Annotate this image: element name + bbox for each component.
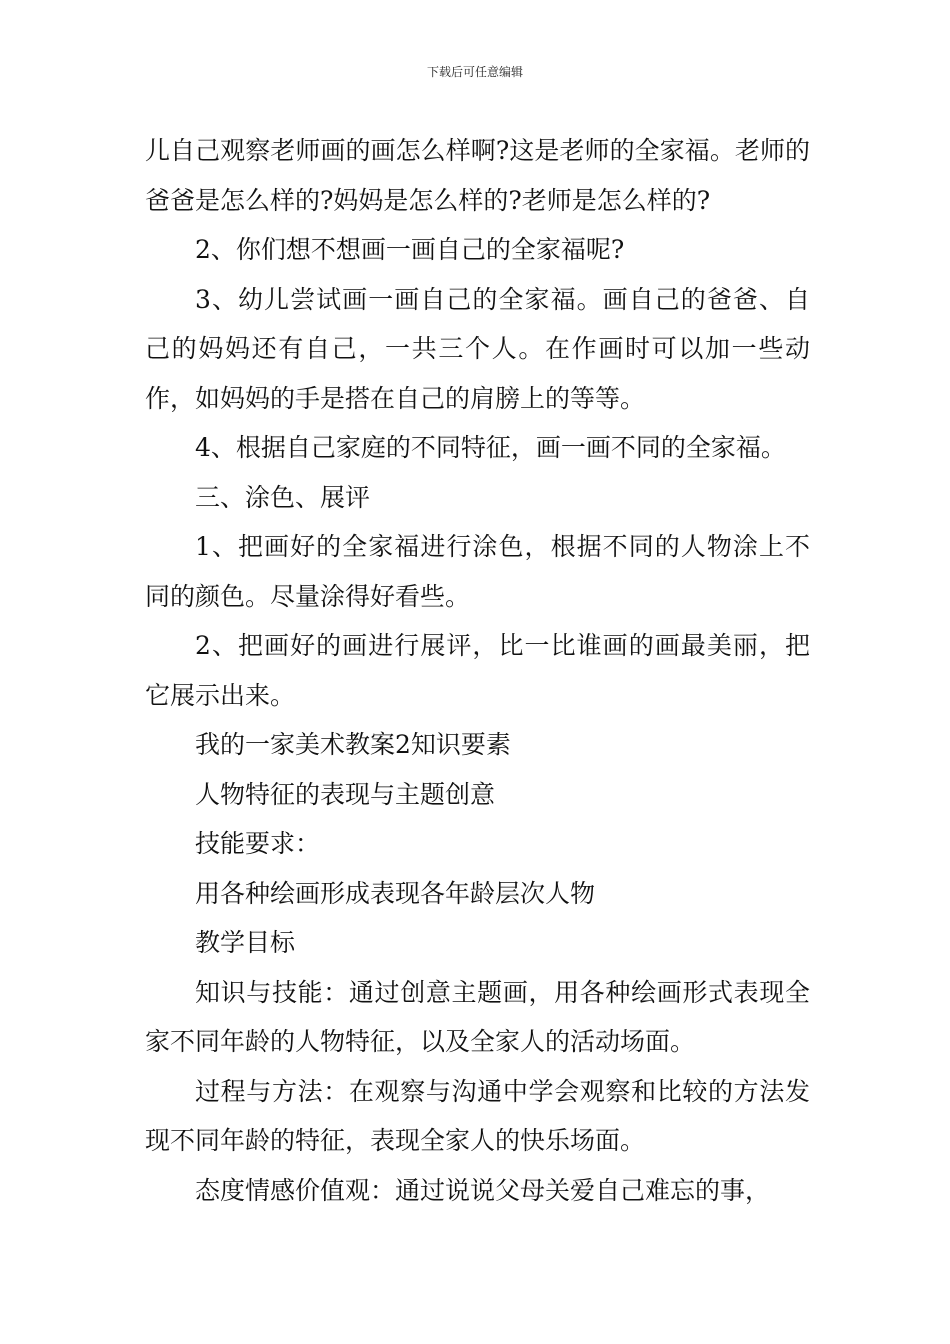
skill-requirements-heading: 技能要求：: [195, 829, 321, 858]
objective-knowledge-skills: 知识与技能：通过创意主题画，用各种绘画形式表现全家不同年龄的人物特征，以及全家人的活动场面。: [145, 977, 810, 1056]
document-body: [145, 126, 810, 1215]
objective-attitude-values: 态度情感价值观：通过说说父母关爱自己难忘的事，: [195, 1175, 771, 1205]
paragraph-coloring-1: 1、把画好的全家福进行涂色，根据不同的人物涂上不同的颜色。尽量涂得好看些。: [145, 532, 810, 611]
objective-process-methods: 过程与方法：在观察与沟通中学会观察和比较的方法发现不同年龄的特征，表现全家人的快乐场面。: [145, 1076, 810, 1155]
paragraph-item-4: 4、根据自己家庭的不同特征，画一画不同的全家福。: [195, 433, 786, 462]
paragraph-continuation: 儿自己观察老师画的画怎么样啊?这是老师的全家福。老师的爸爸是怎么样的?妈妈是怎么样的?老师是怎么样的?: [145, 136, 810, 215]
knowledge-elements: 人物特征的表现与主题创意: [195, 779, 496, 809]
paragraph-coloring-2: 2、把画好的画进行展评，比一比谁画的画最美丽，把它展示出来。: [145, 631, 810, 710]
section-heading-coloring: 三、涂色、展评: [195, 482, 371, 512]
skill-requirements-text: 用各种绘画形成表现各年龄层次人物: [195, 878, 596, 908]
teaching-objectives-heading: 教学目标: [195, 928, 296, 957]
lesson-plan-title: 我的一家美术教案2知识要素: [195, 730, 511, 759]
paragraph-item-3: 3、幼儿尝试画一画自己的全家福。画自己的爸爸、自己的妈妈还有自己，一共三个人。在作画时可以加一些动作，如妈妈的手是搭在自己的肩膀上的等等。: [145, 284, 810, 413]
page-header: 下载后可任意编辑: [426, 65, 523, 79]
paragraph-item-2: 2、你们想不想画一画自己的全家福呢?: [195, 235, 625, 264]
